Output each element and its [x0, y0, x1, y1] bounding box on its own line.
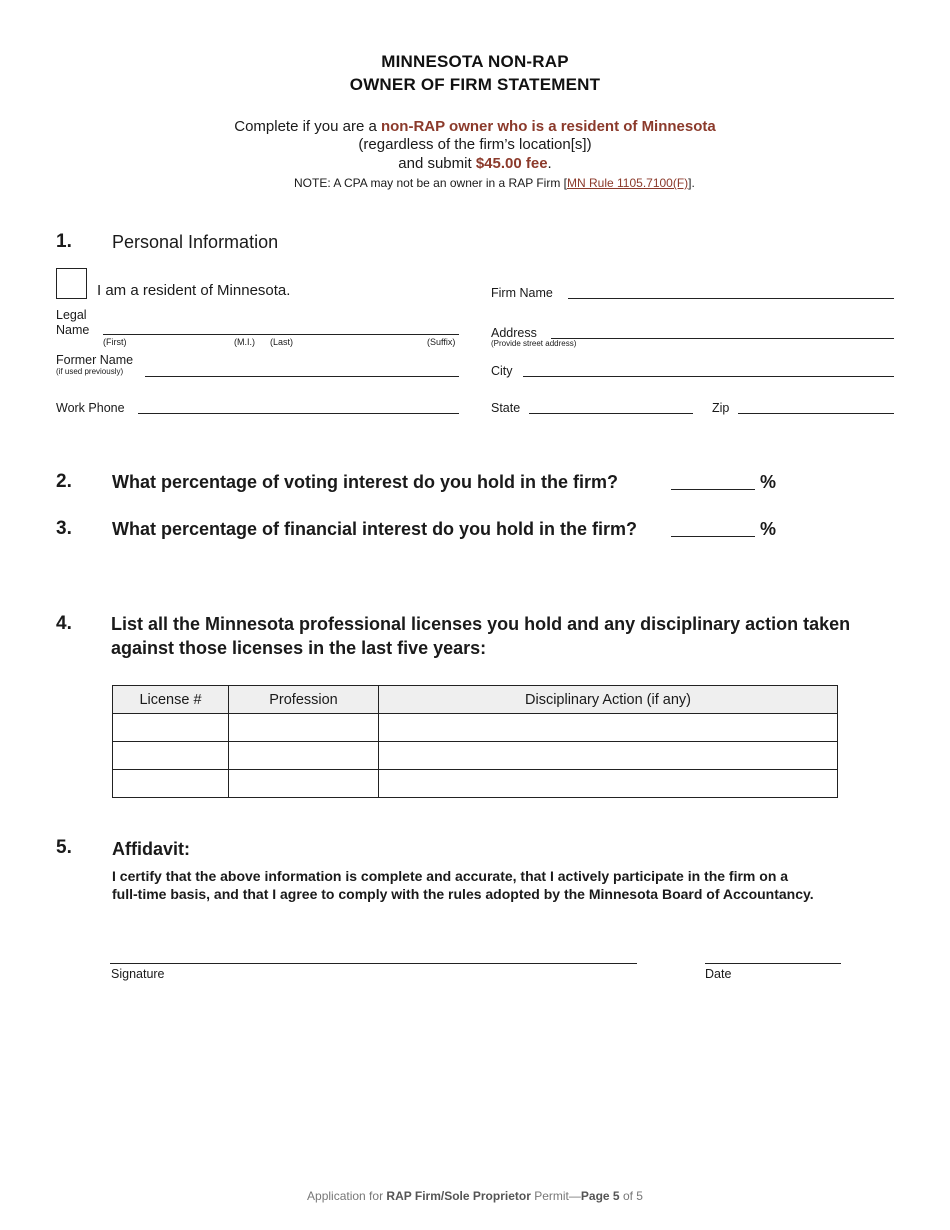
name-suffix-caption: (Suffix) — [427, 337, 456, 347]
address-sub: (Provide street address) — [491, 339, 577, 348]
address-field[interactable] — [551, 338, 894, 339]
intro-line-1 — [0, 118, 950, 135]
column-header-license: License # — [113, 686, 229, 714]
intro-fee-prefix: and submit — [398, 155, 476, 172]
affidavit-heading: Affidavit: — [112, 839, 190, 859]
profession-cell[interactable] — [229, 770, 379, 798]
disciplinary-action-cell[interactable] — [379, 770, 838, 798]
intro-line-2: (regardless of the firm’s location[s]) — [358, 136, 592, 153]
city-field[interactable] — [523, 376, 894, 377]
state-field[interactable] — [529, 413, 693, 414]
signature-label: Signature — [111, 967, 165, 981]
licenses-table-header — [113, 686, 838, 714]
page-footer — [0, 1189, 950, 1203]
license-cell[interactable] — [113, 770, 229, 798]
name-mi-caption: (M.I.) — [234, 337, 255, 347]
footer-form-name: RAP Firm/Sole Proprietor — [386, 1189, 531, 1203]
firm-name-label: Firm Name — [491, 286, 553, 300]
intro-fee-suffix: . — [547, 155, 552, 172]
city-label: City — [491, 364, 513, 378]
legal-name-field[interactable] — [103, 334, 459, 335]
table-row — [113, 742, 838, 770]
footer-page-number: Page 5 — [580, 1189, 620, 1203]
legal-name-label-2: Name — [56, 323, 90, 337]
intro-highlight: non-RAP owner who is a resident of Minnesota — [380, 118, 716, 135]
license-cell[interactable] — [113, 714, 229, 742]
affidavit-text-line-2: full-time basis, and that I agree to comply with the rules adopted by the Minnesota Board of Accountancy. — [112, 886, 814, 902]
section-1-number: 1. — [56, 231, 72, 252]
footer-page-total: of 5 — [619, 1189, 643, 1203]
note-suffix: ]. — [688, 176, 695, 190]
column-header-profession: Profession — [229, 686, 379, 714]
signature-field[interactable] — [110, 963, 637, 964]
table-row — [113, 770, 838, 798]
footer-prefix: Application for — [307, 1189, 387, 1203]
affidavit-text-line-1: I certify that the above information is complete and accurate, that I actively participate in the firm on a — [112, 868, 789, 884]
licenses-question-line-1: List all the Minnesota professional licenses you hold and any disciplinary action taken — [111, 614, 851, 634]
section-4-number: 4. — [56, 613, 72, 634]
profession-cell[interactable] — [229, 742, 379, 770]
section-2-number: 2. — [56, 471, 72, 492]
state-label: State — [491, 401, 521, 415]
intro-prefix: Complete if you are a — [234, 118, 381, 135]
former-name-field[interactable] — [145, 376, 459, 377]
licenses-question-line-2: against those licenses in the last five years: — [111, 638, 487, 658]
voting-interest-question: What percentage of voting interest do you hold in the firm? — [112, 472, 619, 492]
profession-cell[interactable] — [229, 714, 379, 742]
resident-checkbox[interactable] — [56, 268, 87, 299]
zip-label: Zip — [712, 401, 730, 415]
resident-checkbox-label: I am a resident of Minnesota. — [97, 282, 291, 299]
intro-line-3 — [0, 155, 950, 172]
former-name-sub: (if used previously) — [56, 367, 124, 376]
licenses-table — [112, 685, 838, 798]
disciplinary-action-cell[interactable] — [379, 714, 838, 742]
work-phone-label: Work Phone — [56, 401, 125, 415]
intro-fee: $45.00 fee — [475, 155, 548, 172]
footer-middle: Permit— — [530, 1189, 581, 1203]
work-phone-field[interactable] — [138, 413, 459, 414]
firm-name-field[interactable] — [568, 298, 894, 299]
license-cell[interactable] — [113, 742, 229, 770]
name-last-caption: (Last) — [270, 337, 294, 347]
title-line-1: MINNESOTA NON-RAP — [381, 52, 569, 71]
table-row — [113, 714, 838, 742]
former-name-label: Former Name — [56, 353, 134, 367]
date-field[interactable] — [705, 963, 841, 964]
financial-interest-percent: % — [760, 519, 777, 539]
note-prefix: NOTE: A CPA may not be an owner in a RAP Firm [ — [294, 176, 567, 190]
zip-field[interactable] — [738, 413, 894, 414]
financial-interest-question: What percentage of financial interest do you hold in the firm? — [112, 519, 638, 539]
voting-interest-percent: % — [760, 472, 777, 492]
financial-interest-field[interactable] — [671, 536, 755, 537]
legal-name-label-1: Legal — [56, 308, 87, 322]
column-header-disciplinary-action: Disciplinary Action (if any) — [379, 686, 838, 714]
disciplinary-action-cell[interactable] — [379, 742, 838, 770]
note — [294, 176, 695, 190]
voting-interest-field[interactable] — [671, 489, 755, 490]
name-first-caption: (First) — [103, 337, 127, 347]
mn-rule-link[interactable]: MN Rule 1105.7100(F) — [567, 176, 689, 190]
date-label: Date — [705, 967, 732, 981]
section-3-number: 3. — [56, 518, 72, 539]
section-1-heading: Personal Information — [112, 232, 279, 252]
title-line-2: OWNER OF FIRM STATEMENT — [349, 75, 601, 94]
section-5-number: 5. — [56, 837, 72, 858]
address-label: Address — [491, 326, 537, 340]
